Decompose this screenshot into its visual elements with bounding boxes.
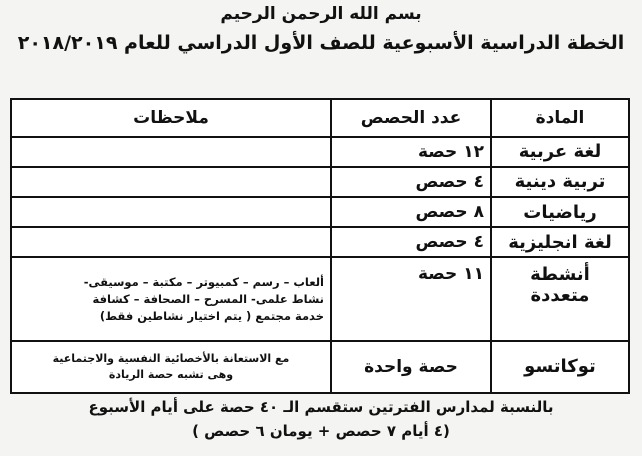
subject-cell: لغة عربية (491, 137, 629, 167)
basmala-heading: بسم الله الرحمن الرحيم (220, 4, 422, 24)
notes-cell (11, 137, 331, 167)
footer-note-line-2: (٤ أيام ٧ حصص + يومان ٦ حصص ) (192, 422, 450, 440)
count-cell: ١١ حصة (331, 257, 491, 340)
table-row (11, 137, 629, 167)
table-row (11, 341, 629, 393)
column-header-subject: المادة (491, 99, 629, 137)
subject-cell: رياضيات (491, 197, 629, 227)
notes-line: وهى تشبه حصة الريادة (108, 367, 234, 381)
notes-cell (11, 167, 331, 197)
page-title: الخطة الدراسية الأسبوعية للصف الأول الدراسي للعام ٢٠١٨/٢٠١٩ (17, 32, 625, 54)
count-cell: حصة واحدة (331, 341, 491, 393)
column-header-notes: ملاحظات (11, 99, 331, 137)
table-row (11, 227, 629, 257)
subject-cell: تربية دينية (491, 167, 629, 197)
notes-line: نشاط علمى- المسرح – الصحافة – كشافة (92, 291, 324, 306)
notes-line: خدمة مجتمع ( يتم اختيار نشاطين فقط) (99, 308, 324, 323)
table-row (11, 167, 629, 197)
footer-note-line-1: بالنسبة لمدارس الفترتين ستقسم الـ ٤٠ حصة على أيام الأسبوع (88, 398, 554, 416)
subject-cell: توكاتسو (491, 341, 629, 393)
table-header-row (11, 99, 629, 137)
notes-cell (11, 257, 331, 340)
table-row (11, 257, 629, 340)
notes-line: ألعاب – رسم – كمبيوتر – مكتبة – موسيقى- (83, 274, 324, 289)
subject-cell: لغة انجليزية (491, 227, 629, 257)
notes-line: مع الاستعانة بالأخصائية النفسية والاجتماعية (52, 351, 290, 365)
count-cell: ٤ حصص (331, 227, 491, 257)
column-header-count: عدد الحصص (331, 99, 491, 137)
table-row (11, 197, 629, 227)
notes-cell (11, 227, 331, 257)
weekly-plan-table (10, 98, 630, 394)
count-cell: ٨ حصص (331, 197, 491, 227)
count-cell: ٤ حصص (331, 167, 491, 197)
subject-cell: أنشطة متعددة (491, 257, 629, 340)
notes-cell (11, 197, 331, 227)
notes-cell (11, 341, 331, 393)
count-cell: ١٢ حصة (331, 137, 491, 167)
